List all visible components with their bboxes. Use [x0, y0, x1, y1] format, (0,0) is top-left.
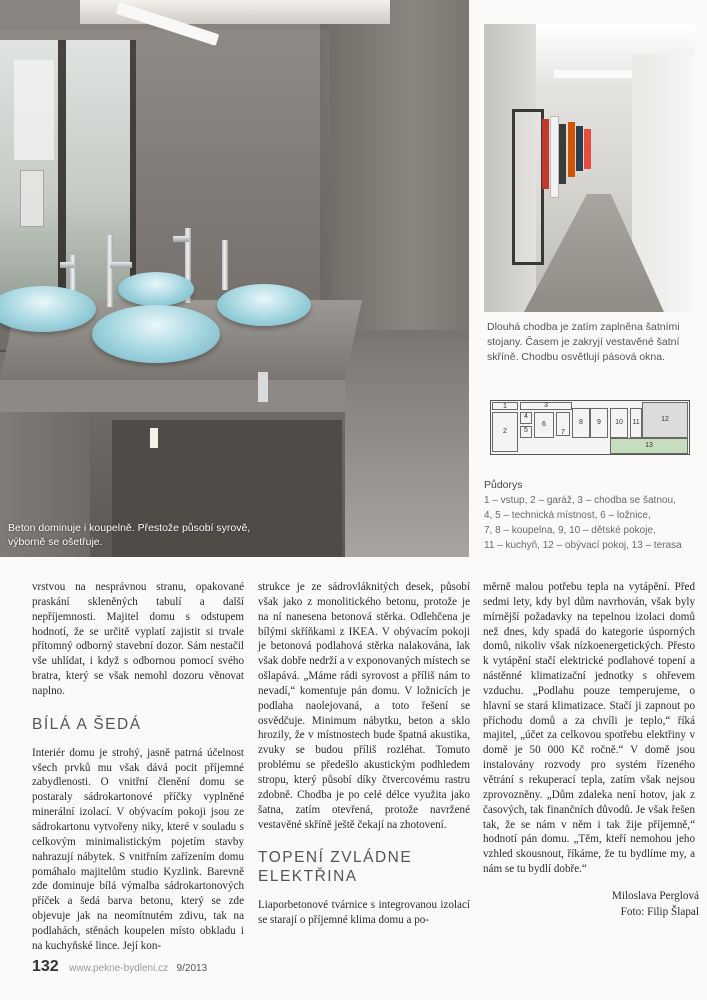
- faucet: [107, 235, 113, 307]
- clothing: [584, 129, 591, 169]
- plan-room: 4: [520, 412, 532, 424]
- plan-room: 10: [610, 408, 628, 438]
- plan-room: 1: [492, 402, 518, 410]
- clothing: [550, 116, 559, 198]
- faucet-spout: [110, 262, 132, 268]
- plan-legend-line: 11 – kuchyň, 12 – obývací pokoj, 13 – terasa: [484, 540, 682, 551]
- strip-window: [554, 70, 634, 78]
- faucet-spout: [173, 236, 189, 242]
- credits: [560, 888, 699, 920]
- plan-room: 6: [534, 412, 554, 438]
- faucet: [222, 240, 228, 290]
- page-footer: [32, 958, 207, 976]
- plan-terrace: 13: [610, 438, 688, 454]
- section-heading: BÍLÁ A ŠEDÁ: [32, 715, 142, 733]
- counter-edge: [0, 380, 345, 412]
- issue-number: 9/2013: [176, 963, 208, 974]
- clothing: [576, 126, 583, 171]
- photo-caption: Beton dominuje i koupelně. Přestože působí syrově, výborně se ošetřuje.: [8, 522, 251, 548]
- plan-title: Půdorys: [484, 479, 523, 491]
- plan-room: 8: [572, 408, 590, 438]
- author: Miloslava Perglová: [611, 890, 699, 902]
- plan-room: 5: [520, 426, 532, 438]
- article-column-3: [483, 580, 695, 877]
- article-paragraph: strukce je ze sádrovláknitých desek, působí však jako z monolitického betonu, protože je na ní nanesena betonová stěrka. Odlehčena je bílými skříňkami z IKEA. V obývacím pokoji je betonová podlahová stěrka nalakována, lak však dobře nedrží a v exponovaných místech se ošlapává. „Máme rádi syrovost a příliš nám to nevadí,“ komentuje pán domu. V ložnicích je podlaha naolejovaná, a toto řešení se osvědčuje. Minimum nábytku, beton a sklo hrozily, že v místnostech bude špatná akustika, zvuky se budou příliš rozléhat. Tomuto problému se předešlo akustickým podhledem stropu, který působí díky čtvercovému rastru zdobně. Chodba je po celé délce využita jako šatna, zatím otevřená, protože navržené vestavěné skříně ještě čekají na zhotovení.: [258, 581, 470, 831]
- plan-room: 2: [492, 412, 518, 452]
- faucet-spout: [60, 262, 74, 268]
- concrete-wall: [320, 0, 469, 330]
- article-column-2: [258, 580, 470, 928]
- section-heading: TOPENÍ ZVLÁDNE ELEKTŘINA: [258, 849, 413, 886]
- article-paragraph: Interiér domu je strohý, jasně patrná účelnost všech prvků mu však dává pocit příjemné zabydlenosti. O vnitřní členění domu se postaraly sádrokartonové příčky vyplněné minerální izolací. V obývacím pokoji jsou ze sádrokartonu vytvořeny niky, které v souladu s celkovým minimalistickým pojetím stavby nahrazují nábytek. S vnitřním zařízením domu pomáhalo majitelům studio Kyzlink. Barevně zde dominuje bílá výmalba sádrokartonových příček a šedá barva betonu, který se zde objevuje jak na neomítnutém zdivu, tak na podlahách, stěnách koupelen místo obkladu i na kuchyňské lince. Její kon-: [32, 746, 244, 952]
- basin-bowl: [118, 272, 194, 306]
- basin-bowl: [92, 305, 220, 363]
- niche-light: [150, 428, 158, 448]
- article-paragraph: Liaporbetonové tvárnice s integrovanou izolací se starají o příjemné klima domu a po-: [258, 899, 470, 927]
- plan-room: 9: [590, 408, 608, 438]
- floor-plan: [490, 400, 690, 460]
- plan-room: 7: [556, 412, 570, 436]
- article-paragraph: vrstvou na nesprávnou stranu, opakované praskání skleněných tabulí a další nepříjemnosti. Majitel domu s odstupem hodnotí, že se určitě vyplatí zajistit si trvale přítomný odborný stavební dozor. Sám nestačil vše uhlídat, i když s odbornou pomocí svého bratra, který se však nemohl dozoru věnovat naplno.: [32, 581, 244, 697]
- clothes-rack: [512, 109, 544, 265]
- basin-bowl: [217, 284, 311, 326]
- page-number: 132: [32, 958, 59, 975]
- plan-legend-line: 1 – vstup, 2 – garáž, 3 – chodba se šatnou,: [484, 495, 676, 506]
- bathroom-photo: [0, 0, 469, 557]
- photo-credit: Foto: Filip Šlapal: [620, 906, 699, 918]
- plan-legend-line: 4, 5 – technická místnost, 6 – ložnice,: [484, 510, 651, 521]
- website: www.pekne-bydleni.cz: [69, 963, 169, 974]
- article-paragraph: měrně malou potřebu tepla na vytápění. Před sedmi lety, kdy byl dům navrhován, však byly mírnější požadavky na tepelnou izolaci domů než dnes, kdy spadá do kategorie úsporných domů, nikoliv však nízkoenergetických. Přesto k vytápění stačí elektrické podlahové topení a nástěnné klimatizační jednotky s ohřevem vzduchu. „Podlahu pouze temperujeme, o hlavní se stará klimatizace. Stačí ji zapnout po příchodu domů a za chvíli je teplo,“ říká majitel, „účet za celkovou spotřebu elektřiny v domě je 50 000 Kč ročně.“ V domě jsou instalovány rozvody pro systém řízeného větrání s rekuperací tepla, zatím však nejsou zprovozněny. „Dům zdaleka není hotov, jak z časových, tak finančních důvodů. Je však řešen tak, že se nám v něm i tak žije příjemně,“ hodnotí pán domu. „Těm, kteří nemohou jeho vzhled skousnout, říkáme, že tu bydlíme my, a nám se tu bydlí dobře.“: [483, 581, 695, 876]
- article-column-1: [32, 580, 244, 954]
- clothing: [542, 119, 549, 189]
- plan-legend-line: 7, 8 – koupelna, 9, 10 – dětské pokoje,: [484, 525, 656, 536]
- plan-legend: [484, 493, 699, 553]
- corridor-caption: Dlouhá chodba je zatím zaplněna šatními stojany. Časem je zakryjí vestavěné šatní skříně. Chodbu osvětlují pásová okna.: [487, 321, 680, 363]
- plan-room: 3: [520, 402, 572, 410]
- corridor-photo: [484, 24, 695, 312]
- clothing: [559, 124, 566, 184]
- plan-room-living: 12: [642, 402, 688, 438]
- clothing: [568, 122, 575, 177]
- concrete-floor: [340, 340, 469, 557]
- drain-pipe: [258, 372, 268, 402]
- plan-room: 11: [630, 408, 642, 438]
